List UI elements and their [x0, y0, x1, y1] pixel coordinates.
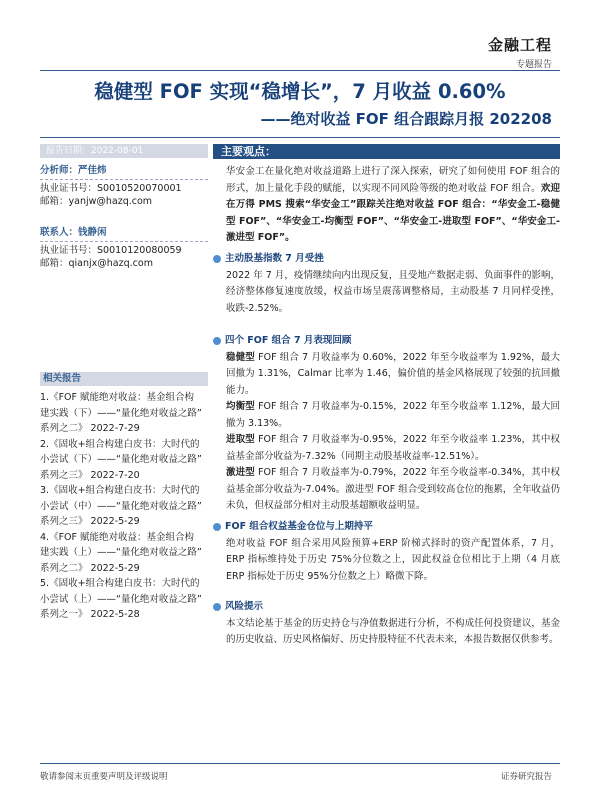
analyst-block [40, 164, 208, 208]
related-report-line: 小尝试（上）——“量化绝对收益之路” [40, 593, 202, 605]
footer-label: 证券研究报告 [500, 772, 552, 782]
top-divider [40, 70, 560, 71]
section-heading [213, 519, 560, 536]
related-report-line: 建实践（上）——“量化绝对收益之路” [40, 547, 202, 558]
intro-bold-text: 欢迎在万得 PMS 搜索“华安金工”跟踪关注绝对收益 FOF 组合：“华安金工-稳健型 FOF”、“华安金工-均衡型 FOF”、“华安金工-进取型 FOF”、“华安金工-激进型 FOF”。 [226, 182, 560, 243]
related-report-item[interactable] [40, 437, 210, 484]
related-report-line: 小尝试（中）——“量化绝对收益之路” [40, 500, 202, 512]
section-body [213, 350, 560, 515]
analyst-license: 执业证书号：S0010520070001 [40, 183, 182, 194]
section-body: 本文结论基于基金的历史持仓与净值数据进行分析，不构成任何投资建议，基金的历史收益、历史风格偏好、历史持股特征不代表未来，本报告数据仅供参考。 [226, 617, 560, 645]
related-report-line: 4.《FOF 赋能绝对收益：基金组合构 [40, 531, 194, 543]
related-report-line: 系列之三》 2022-5-29 [40, 516, 140, 527]
contact-block [40, 226, 208, 270]
related-report-item[interactable] [40, 576, 210, 623]
related-report-line: 小尝试（下）——“量化绝对收益之路” [40, 454, 202, 465]
related-reports-list [40, 390, 210, 623]
main-intro [226, 164, 560, 247]
contact-name: 联系人：钱静闲 [40, 227, 107, 238]
related-report-item[interactable] [40, 390, 210, 437]
section-title: 风险提示 [225, 601, 264, 612]
related-report-line: 系列之二》 2022-7-29 [40, 423, 140, 434]
bullet-icon [213, 337, 221, 345]
section-allocation [213, 519, 560, 585]
side-divider [40, 241, 208, 242]
portfolio-type: 均衡型 [226, 401, 255, 412]
section-title: FOF 组合权益基金仓位与上期持平 [225, 521, 373, 532]
portfolio-text: FOF 组合 7 月收益率为-0.95%，2022 年至今收益率 1.23%，其中权益基金部分收益为-7.32%（同期主动股基收益率-12.51%）。 [226, 434, 560, 462]
section-risk [213, 599, 560, 649]
section-body: 2022 年 7 月，疫情继续向内出现反复，且受地产数据走弱、负面事件的影响，经济整体修复速度放缓，权益市场呈震荡调整格局，主动股基 7 月同样受挫，收跌-2.52%。 [226, 269, 560, 314]
related-report-line: 系列之三》 2022-7-20 [40, 469, 140, 481]
report-title: 稳健型 FOF 实现“稳增长”，7 月收益 0.60% [94, 80, 506, 103]
title-divider [40, 137, 560, 138]
portfolio-type: 进取型 [226, 434, 255, 445]
report-subtitle: ——绝对收益 FOF 组合跟踪月报 202208 [260, 110, 552, 128]
section-heading [213, 251, 560, 268]
bullet-icon [213, 255, 221, 263]
bullet-icon [213, 603, 221, 611]
contact-email[interactable]: 邮箱：qianjx@hazq.com [40, 258, 153, 269]
portfolio-paragraph [226, 465, 560, 515]
brand: 金融工程 [487, 36, 552, 54]
section-title: 四个 FOF 组合 7 月表现回顾 [225, 335, 352, 346]
portfolio-text: FOF 组合 7 月收益率为-0.15%，2022 年至今收益率 1.12%，最大回撤为 3.13%。 [226, 401, 560, 429]
related-report-line: 系列之二》 2022-5-29 [40, 562, 140, 574]
analyst-email[interactable]: 邮箱：yanjw@hazq.com [40, 196, 153, 207]
intro-text: 华安金工在量化绝对收益道路上进行了深入探索，研究了如何使用 FOF 组合的形式，加上量化手段的赋能，以实现不同风险等级的绝对收益 FOF 组合。 [226, 166, 560, 194]
analyst-name: 分析师：严佳炜 [40, 165, 107, 176]
section-performance [213, 333, 560, 515]
portfolio-text: FOF 组合 7 月收益率为-0.79%，2022 年至今收益率-0.34%，其中权益基金部分收益为-7.04%。激进型 FOF 组合受到较高仓位的拖累，全年收益仍未负，但权益部分相对主动股基超额收益明显。 [226, 467, 560, 511]
related-reports-title: 相关报告 [40, 372, 208, 386]
main-points-header: 主要观点： [213, 144, 560, 159]
side-divider [40, 179, 208, 180]
bullet-icon [213, 523, 221, 531]
footer-divider [40, 763, 560, 764]
section-heading [213, 599, 560, 616]
report-date: 报告日期：2022-08-01 [40, 144, 208, 158]
related-report-line: 3.《固收+组合构建白皮书：大时代的 [40, 485, 200, 496]
footer-disclaimer[interactable]: 敬请参阅末页重要声明及评级说明 [40, 772, 168, 782]
related-report-line: 5.《固收+组合构建白皮书：大时代的 [40, 578, 200, 589]
related-report-line: 建实践（下）——“量化绝对收益之路” [40, 407, 202, 419]
portfolio-paragraph [226, 399, 560, 432]
section-body: 绝对收益 FOF 组合采用风险预算+ERP 阶梯式择时的资产配置体系，7 月，ERP 指标维持处于历史 75%分位数之上，因此权益仓位相比于上期（4 月底 ERP 指标处于历史 95%分位数之上）略微下降。 [226, 537, 560, 582]
sidebar [40, 164, 208, 270]
portfolio-paragraph [226, 432, 560, 465]
section-market [213, 251, 560, 317]
related-report-item[interactable] [40, 530, 210, 577]
related-report-line: 系列之一》 2022-5-28 [40, 609, 140, 620]
related-report-line: 1.《FOF 赋能绝对收益：基金组合构 [40, 392, 194, 403]
portfolio-type: 激进型 [226, 467, 255, 478]
portfolio-type: 稳健型 [226, 351, 255, 363]
report-type: 专题报告 [515, 60, 552, 70]
portfolio-text: FOF 组合 7 月收益率为 0.60%，2022 年至今收益率为 1.92%，最大回撤为 1.31%，Calmar 比率为 1.46，偏价值的基金风格展现了较强的抗回撤能力。 [226, 351, 560, 396]
related-report-item[interactable] [40, 483, 210, 530]
portfolio-paragraph [226, 350, 560, 400]
related-report-line: 2.《固收+组合构建白皮书：大时代的 [40, 438, 200, 450]
intro-paragraph [226, 164, 560, 247]
section-heading [213, 333, 560, 350]
contact-license: 执业证书号：S0010120080059 [40, 245, 182, 256]
section-title: 主动股基指数 7 月受挫 [225, 253, 324, 264]
